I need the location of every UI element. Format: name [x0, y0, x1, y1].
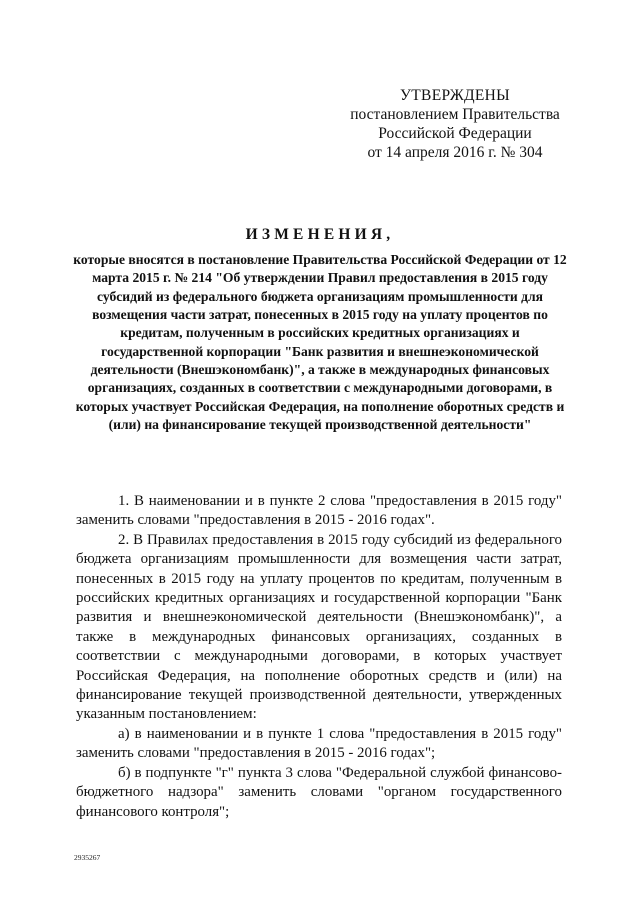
paragraph-1: 1. В наименовании и в пункте 2 слова "предоставления в 2015 году" заменить словами "предоставления в 2015 - 2016 годах".	[76, 493, 562, 529]
document-subtitle: которые вносятся в постановление Правительства Российской Федерации от 12 марта 2015 г. № 214 "Об утверждении Правил предоставления в 2015 году субсидий из федерального бюджета организациям промышленности для возмещения части затрат, понесенных в 2015 году на уплату процентов по кредитам, полученным в российских кредитных организациях и государственной корпорации "Банк развития и внешнеэкономической деятельности (Внешэкономбанк)", а также в международных финансовых организациях, созданных в соответствии с международными договорами, в которых участвует Российская Федерация, на пополнение оборотных средств и (или) на финансирование текущей производственной деятельности"	[73, 252, 567, 433]
approval-line-1: постановлением Правительства	[350, 106, 560, 123]
approval-line-3: от 14 апреля 2016 г. № 304	[367, 144, 543, 161]
paragraph-2b: б) в подпункте "г" пункта 3 слова "Федеральной службой финансово-бюджетного надзора" заменить словами "органом государственного финансового контроля";	[76, 764, 562, 820]
document-body	[76, 492, 562, 822]
approval-line-2: Российской Федерации	[378, 125, 532, 142]
document-title: ИЗМЕНЕНИЯ,	[245, 226, 395, 243]
document-code: 2935267	[74, 853, 101, 862]
paragraph-2a: а) в наименовании и в пункте 1 слова "предоставления в 2015 году" заменить словами "предоставления в 2015 - 2016 годах";	[76, 725, 562, 762]
approval-title: УТВЕРЖДЕНЫ	[400, 87, 510, 104]
paragraph-2: 2. В Правилах предоставления в 2015 году субсидий из федерального бюджета организациям промышленности для возмещения части затрат, понесенных в 2015 году на уплату процентов по кредитам, полученным в российских кредитных организациях и государственной корпорации "Банк развития и внешнеэкономической деятельности (Внешэкономбанк)", а также в международных финансовых организациях, созданных в соответствии с международными договорами, в которых участвует Российская Федерация, на пополнение оборотных средств и (или) на финансирование текущей производственной деятельности, утвержденных указанным постановлением:	[76, 531, 562, 723]
approval-block	[340, 86, 570, 162]
